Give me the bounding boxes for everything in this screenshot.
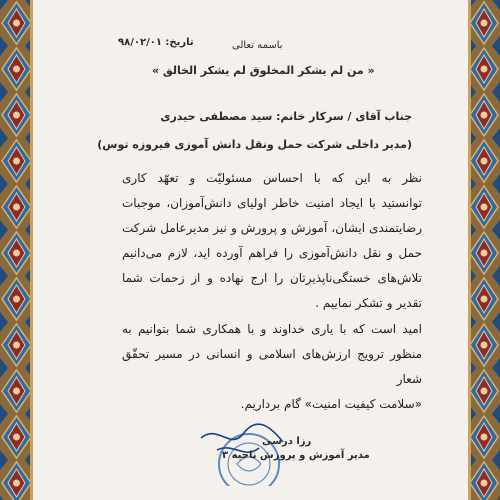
- paragraph-line: تلاش‌های خستگی‌ناپذیرتان را ارج نهاده و از زحمات شما: [122, 271, 422, 285]
- letter-date: تاریخ: ۹۸/۰۲/۰۱: [118, 37, 194, 48]
- paragraph-line: تقدیر و تشکر نماییم .: [315, 296, 422, 310]
- paragraph-line: نظر به این که با احساس مسئولیّت و تعهّد کاری: [122, 171, 422, 185]
- paragraph-line: حمل و نقل دانش‌آموزی را فراهم آورده اید، لازم می‌دانیم: [122, 246, 422, 260]
- right-ornamental-border: [468, 0, 500, 500]
- closing-paragraph: [122, 317, 422, 417]
- paragraph-line: توانستید با ایجاد امنیت خاطر اولیای دانش‌آموزان، موجبات: [122, 196, 422, 210]
- signer-name: رزا درسی: [262, 436, 312, 447]
- paragraph-line: امید است که با یاری خداوند و با همکاری شما بتوانیم به: [122, 322, 422, 336]
- appreciation-paragraph: [122, 166, 422, 316]
- recipient-salutation: جناب آقای / سرکار خانم: سید مصطفی حیدری: [160, 110, 412, 123]
- recipient-position: (مدیر داخلی شرکت حمل ونقل دانش آموزی فیروزه توس): [97, 138, 412, 151]
- paragraph-line: رضایتمندی ایشان، آموزش و پرورش و نیز مدیرعامل شرکت: [122, 221, 422, 235]
- paragraph-line: «سلامت کیفیت امنیت» گام برداریم.: [240, 397, 422, 411]
- left-ornamental-border: [0, 0, 33, 500]
- signer-title: مدیر آموزش و پرورش ناحیه ۳: [222, 450, 370, 461]
- bismillah-heading: باسمه تعالی: [232, 40, 283, 51]
- hadith-quote: « من لم یشکر المخلوق لم یشکر الخالق »: [152, 64, 375, 77]
- paragraph-line: منظور ترویج ارزش‌های اسلامی و انسانی در مسیر تحقّق شعار: [122, 347, 422, 386]
